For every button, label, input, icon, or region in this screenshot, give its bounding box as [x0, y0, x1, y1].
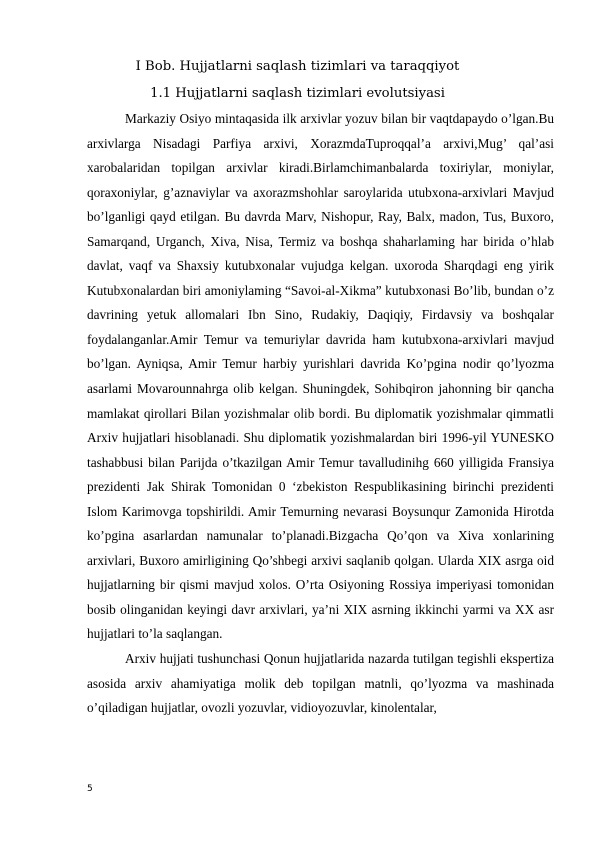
body-text	[87, 107, 554, 721]
chapter-title: I Bob. Hujjatlarni saqlash tizimlari va taraqqiyot	[135, 59, 460, 74]
paragraph: Markaziy Osiyo mintaqasida ilk arxivlar yozuv bilan bir vaqtdapaydo o’lgan.Bu arxivlarga Nisadagi Parfiya arxivi, XorazmdaTuproqqal’a arxivi,Mug’ qal’asi xarobalaridan topilgan arxivlar kiradi.Birlamchimanbalarda toxiriylar, moniylar, qoraxoniylar, g’aznaviylar va axorazmshohlar saroylarida utubxona-arxivlari Mavjud bo’lganligi qayd etilgan. Bu davrda Marv, Nishopur, Ray, Balx, madon, Tus, Buxoro, Samarqand, Urganch, Xiva, Nisa, Termiz va boshqa shaharlaming har birida o’hlab davlat, vaqf va Shaxsiy kutubxonalar vujudga kelgan. uxoroda Sharqdagi eng yirik Kutubxonalardan biri amoniylaming “Savoi-al-Xikma” kutubxonasi Bo’lib, bundan o’z davrining yetuk allomalari Ibn Sino, Rudakiy, Daqiqiy, Firdavsiy va boshqalar foydalanganlar.Amir Temur va temuriylar davrida ham kutubxona-arxivlari mavjud bo’lgan. Ayniqsa, Amir Temur harbiy yurishlari davrida Ko’pgina nodir qo’lyozma asarlami Movarounnahrga olib kelgan. Shuningdek, Sohibqiron jahonning bir qancha mamlakat qirollari Bilan yozishmalar olib bordi. Bu diplomatik yozishmalar qimmatli Arxiv hujjatlari hisoblanadi. Shu diplomatik yozishmalardan biri 1996-yil YUNESKO tashabbusi bilan Parijda o’tkazilgan Amir Temur tavalludinihg 660 yilligida Fransiya prezidenti Jak Shirak Tomonidan 0 ‘zbekiston Respublikasining birinchi prezidenti Islom Karimovga topshirildi. Amir Temurning nevarasi Boysunqur Zamonida Hirotda ko’pgina asarlardan namunalar to’planadi.Bizgacha Qo’qon va Xiva xonlarining arxivlari, Buxoro amirligining Qo’shbegi arxivi saqlanib qolgan. Ularda XIX asrga oid hujjatlarning bir qismi mavjud xolos. O’rta Osiyoning Rossiya imperiyasi tomonidan bosib olinganidan keyingi davr arxivlari, ya’ni XIX asrning ikkinchi yarmi va XX asr hujjatlari to’la saqlangan.	[87, 111, 554, 642]
page-number: 5	[87, 784, 93, 794]
paragraph: Arxiv hujjati tushunchasi Qonun hujjatlarida nazarda tutilgan tegishli ekspertiza asosida arxiv ahamiyatiga molik deb topilgan matnli, qo’lyozma va mashinada o’qiladigan hujjatlar, ovozli yozuvlar, vidioyozuvlar, kinolentalar,	[87, 651, 554, 716]
section-title: 1.1 Hujjatlarni saqlash tizimlari evolutsiyasi	[150, 86, 445, 101]
